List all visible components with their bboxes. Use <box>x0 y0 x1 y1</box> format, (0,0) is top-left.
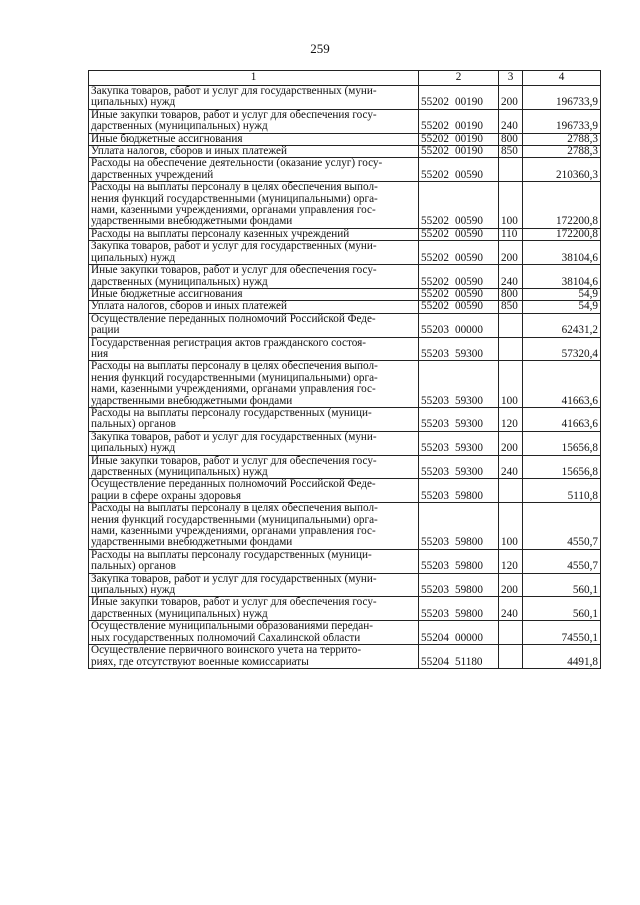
row-classification-code <box>419 455 499 479</box>
row-expense-type: 850 <box>499 146 523 158</box>
row-amount: 172200,8 <box>523 228 601 240</box>
row-expense-type <box>499 479 523 503</box>
table-row <box>89 146 601 158</box>
description-line: ударственными внебюджетными фондами <box>91 395 293 407</box>
row-description <box>89 109 419 133</box>
program-code: 55203 <box>421 324 449 337</box>
program-code: 55202 <box>421 287 449 300</box>
description-line: нения функций государственными (муниципальными) орга- <box>91 514 378 526</box>
row-expense-type: 850 <box>499 301 523 313</box>
row-description <box>89 158 419 182</box>
row-expense-type: 100 <box>499 503 523 550</box>
row-amount: 4491,8 <box>523 645 601 669</box>
budget-table <box>88 70 601 669</box>
direction-code: 59800 <box>454 584 483 597</box>
program-code: 55202 <box>421 145 449 158</box>
row-amount: 57320,4 <box>523 337 601 361</box>
row-description <box>89 621 419 645</box>
column-header-4: 4 <box>523 71 601 86</box>
row-expense-type: 120 <box>499 407 523 431</box>
row-classification-code <box>419 301 499 313</box>
row-classification-code <box>419 597 499 621</box>
row-expense-type: 200 <box>499 573 523 597</box>
row-classification-code <box>419 337 499 361</box>
row-description <box>89 573 419 597</box>
program-code: 55202 <box>421 275 449 288</box>
row-expense-type: 800 <box>499 133 523 145</box>
row-expense-type: 240 <box>499 265 523 289</box>
row-amount: 560,1 <box>523 597 601 621</box>
direction-code: 00000 <box>454 324 483 337</box>
table-row <box>89 109 601 133</box>
row-classification-code <box>419 503 499 550</box>
direction-code: 59300 <box>454 418 483 431</box>
row-description <box>89 455 419 479</box>
direction-code: 59800 <box>454 607 483 620</box>
program-code: 55203 <box>421 607 449 620</box>
direction-code: 59300 <box>454 442 483 455</box>
description-line: дарственных (муниципальных) нужд <box>91 276 268 288</box>
row-classification-code <box>419 133 499 145</box>
row-amount: 560,1 <box>523 573 601 597</box>
description-line: дарственных (муниципальных) нужд <box>91 121 268 133</box>
program-code: 55202 <box>421 251 449 264</box>
description-line: ния <box>91 348 109 360</box>
description-line: Иные закупки товаров, работ и услуг для обеспечения госу- <box>91 455 377 467</box>
description-line: нами, казенными учреждениями, органами управления гос- <box>91 205 376 217</box>
description-line: Осуществление первичного воинского учета на террито- <box>91 645 362 657</box>
row-classification-code <box>419 621 499 645</box>
description-line: Закупка товаров, работ и услуг для государственных (муни- <box>91 573 377 585</box>
description-line: Закупка товаров, работ и услуг для государственных (муни- <box>91 431 377 443</box>
row-classification-code <box>419 479 499 503</box>
description-line: ципальных) нужд <box>91 97 176 109</box>
table-row <box>89 503 601 550</box>
direction-code: 00000 <box>454 631 483 644</box>
row-description <box>89 241 419 265</box>
direction-code: 59300 <box>454 466 483 478</box>
direction-code: 00590 <box>454 227 483 240</box>
row-amount: 15656,8 <box>523 455 601 479</box>
description-line: Иные закупки товаров, работ и услуг для обеспечения госу- <box>91 109 377 121</box>
direction-code: 00590 <box>454 287 483 300</box>
description-line: риях, где отсутствуют военные комиссариаты <box>91 656 309 668</box>
row-expense-type <box>499 337 523 361</box>
row-amount: 2788,3 <box>523 146 601 158</box>
row-description <box>89 361 419 408</box>
description-line: дарственных (муниципальных) нужд <box>91 608 268 620</box>
description-line: Иные бюджетные ассигнования <box>91 288 243 300</box>
row-amount: 2788,3 <box>523 133 601 145</box>
table-row <box>89 597 601 621</box>
program-code: 55202 <box>421 227 449 240</box>
row-expense-type: 200 <box>499 241 523 265</box>
description-line: Закупка товаров, работ и услуг для государственных (муни- <box>91 86 377 97</box>
description-line: рации <box>91 325 120 337</box>
row-expense-type: 200 <box>499 431 523 455</box>
program-code: 55203 <box>421 489 449 502</box>
direction-code: 00590 <box>454 275 483 288</box>
row-description <box>89 597 419 621</box>
direction-code: 00190 <box>454 96 483 109</box>
row-expense-type: 100 <box>499 361 523 408</box>
description-line: ударственными внебюджетными фондами <box>91 537 293 549</box>
row-expense-type <box>499 313 523 337</box>
row-expense-type: 110 <box>499 228 523 240</box>
row-amount: 172200,8 <box>523 182 601 229</box>
table-row <box>89 228 601 240</box>
table-row <box>89 301 601 313</box>
row-expense-type: 800 <box>499 288 523 300</box>
program-code: 55203 <box>421 536 449 549</box>
row-classification-code <box>419 549 499 573</box>
description-line: Государственная регистрация актов гражданского состоя- <box>91 337 366 349</box>
row-expense-type: 100 <box>499 182 523 229</box>
row-amount: 210360,3 <box>523 158 601 182</box>
direction-code: 00590 <box>454 251 483 264</box>
description-line: Расходы на выплаты персоналу в целях обеспечения выпол- <box>91 361 378 373</box>
column-header-2: 2 <box>419 71 499 86</box>
program-code: 55203 <box>421 418 449 431</box>
program-code: 55203 <box>421 560 449 573</box>
row-classification-code <box>419 146 499 158</box>
program-code: 55202 <box>421 300 449 313</box>
row-classification-code <box>419 431 499 455</box>
row-classification-code <box>419 241 499 265</box>
description-line: ципальных) нужд <box>91 443 176 455</box>
row-amount: 38104,6 <box>523 265 601 289</box>
description-line: Уплата налогов, сборов и иных платежей <box>91 301 287 313</box>
row-description <box>89 301 419 313</box>
description-line: дарственных (муниципальных) нужд <box>91 467 268 478</box>
direction-code: 59800 <box>454 560 483 573</box>
row-amount: 54,9 <box>523 288 601 300</box>
program-code: 55204 <box>421 631 449 644</box>
direction-code: 59300 <box>454 347 483 360</box>
description-line: ципальных) нужд <box>91 252 176 264</box>
row-expense-type <box>499 621 523 645</box>
row-amount: 15656,8 <box>523 431 601 455</box>
description-line: Осуществление муниципальными образованиями передан- <box>91 621 373 633</box>
row-classification-code <box>419 361 499 408</box>
table-row <box>89 621 601 645</box>
description-line: Осуществление переданных полномочий Российской Феде- <box>91 479 376 491</box>
row-description <box>89 431 419 455</box>
table-row <box>89 158 601 182</box>
description-line: дарственных учреждений <box>91 169 214 181</box>
row-description <box>89 479 419 503</box>
description-line: нами, казенными учреждениями, органами управления гос- <box>91 526 376 538</box>
row-expense-type: 240 <box>499 455 523 479</box>
column-header-1: 1 <box>89 71 419 86</box>
direction-code: 00590 <box>454 215 483 228</box>
row-description <box>89 337 419 361</box>
description-line: Иные закупки товаров, работ и услуг для обеспечения госу- <box>91 597 377 609</box>
program-code: 55204 <box>421 655 449 668</box>
program-code: 55203 <box>421 442 449 455</box>
row-expense-type: 200 <box>499 86 523 110</box>
direction-code: 00190 <box>454 120 483 133</box>
direction-code: 59800 <box>454 489 483 502</box>
description-line: Расходы на выплаты персоналу в целях обеспечения выпол- <box>91 503 378 515</box>
column-header-3: 3 <box>499 71 523 86</box>
row-description <box>89 228 419 240</box>
table-row <box>89 549 601 573</box>
direction-code: 00590 <box>454 168 483 181</box>
program-code: 55202 <box>421 215 449 228</box>
table-row <box>89 265 601 289</box>
description-line: Иные бюджетные ассигнования <box>91 133 243 145</box>
direction-code: 59300 <box>454 394 483 407</box>
row-classification-code <box>419 407 499 431</box>
row-amount: 41663,6 <box>523 361 601 408</box>
table-body <box>89 86 601 669</box>
description-line: Расходы на выплаты персоналу казенных учреждений <box>91 228 350 240</box>
table-row <box>89 86 601 110</box>
page-number: 259 <box>310 41 330 56</box>
row-description <box>89 182 419 229</box>
row-amount: 74550,1 <box>523 621 601 645</box>
description-line: ных государственных полномочий Сахалинской области <box>91 632 361 644</box>
description-line: пальных) органов <box>91 419 176 431</box>
table-row <box>89 645 601 669</box>
program-code: 55202 <box>421 168 449 181</box>
table-row <box>89 288 601 300</box>
row-classification-code <box>419 288 499 300</box>
row-amount: 5110,8 <box>523 479 601 503</box>
description-line: нами, казенными учреждениями, органами управления гос- <box>91 384 376 396</box>
program-code: 55202 <box>421 96 449 109</box>
row-classification-code <box>419 86 499 110</box>
row-classification-code <box>419 313 499 337</box>
row-description <box>89 146 419 158</box>
description-line: Уплата налогов, сборов и иных платежей <box>91 146 287 158</box>
row-amount: 38104,6 <box>523 241 601 265</box>
row-classification-code <box>419 228 499 240</box>
row-description <box>89 265 419 289</box>
row-description <box>89 313 419 337</box>
description-line: Осуществление переданных полномочий Российской Феде- <box>91 313 376 325</box>
row-expense-type: 240 <box>499 109 523 133</box>
direction-code: 00190 <box>454 145 483 158</box>
row-description <box>89 407 419 431</box>
description-line: ципальных) нужд <box>91 585 176 597</box>
table-row <box>89 241 601 265</box>
program-code: 55203 <box>421 394 449 407</box>
row-description <box>89 133 419 145</box>
row-amount: 196733,9 <box>523 86 601 110</box>
description-line: пальных) органов <box>91 561 176 573</box>
program-code: 55202 <box>421 120 449 133</box>
table-row <box>89 455 601 479</box>
description-line: ударственными внебюджетными фондами <box>91 216 293 228</box>
direction-code: 00190 <box>454 132 483 145</box>
description-line: нения функций государственными (муниципальными) орга- <box>91 193 378 205</box>
row-classification-code <box>419 182 499 229</box>
table-row <box>89 361 601 408</box>
header-row <box>89 71 601 86</box>
direction-code: 59800 <box>454 536 483 549</box>
row-amount: 41663,6 <box>523 407 601 431</box>
row-classification-code <box>419 265 499 289</box>
direction-code: 51180 <box>454 655 483 668</box>
table-row <box>89 313 601 337</box>
description-line: Расходы на выплаты персоналу государственных (муници- <box>91 549 372 561</box>
program-code: 55203 <box>421 584 449 597</box>
row-expense-type <box>499 645 523 669</box>
description-line: Закупка товаров, работ и услуг для государственных (муни- <box>91 241 377 253</box>
description-line: Расходы на обеспечение деятельности (оказание услуг) госу- <box>91 158 383 170</box>
table-row <box>89 431 601 455</box>
description-line: рации в сфере охраны здоровья <box>91 490 242 502</box>
row-amount: 54,9 <box>523 301 601 313</box>
table-row <box>89 337 601 361</box>
row-amount: 4550,7 <box>523 503 601 550</box>
table-row <box>89 479 601 503</box>
direction-code: 00590 <box>454 300 483 313</box>
description-line: Расходы на выплаты персоналу государственных (муници- <box>91 407 372 419</box>
row-classification-code <box>419 573 499 597</box>
row-classification-code <box>419 109 499 133</box>
row-description <box>89 549 419 573</box>
row-amount: 62431,2 <box>523 313 601 337</box>
row-description <box>89 288 419 300</box>
table-row <box>89 182 601 229</box>
row-classification-code <box>419 645 499 669</box>
table-row <box>89 573 601 597</box>
row-amount: 196733,9 <box>523 109 601 133</box>
program-code: 55202 <box>421 132 449 145</box>
description-line: Иные закупки товаров, работ и услуг для обеспечения госу- <box>91 265 377 277</box>
row-description <box>89 86 419 110</box>
description-line: Расходы на выплаты персоналу в целях обеспечения выпол- <box>91 182 378 194</box>
row-description <box>89 645 419 669</box>
description-line: нения функций государственными (муниципальными) орга- <box>91 372 378 384</box>
program-code: 55203 <box>421 466 449 478</box>
table-row <box>89 133 601 145</box>
program-code: 55203 <box>421 347 449 360</box>
row-amount: 4550,7 <box>523 549 601 573</box>
row-expense-type: 240 <box>499 597 523 621</box>
row-expense-type <box>499 158 523 182</box>
row-expense-type: 120 <box>499 549 523 573</box>
row-description <box>89 503 419 550</box>
table-row <box>89 407 601 431</box>
row-classification-code <box>419 158 499 182</box>
